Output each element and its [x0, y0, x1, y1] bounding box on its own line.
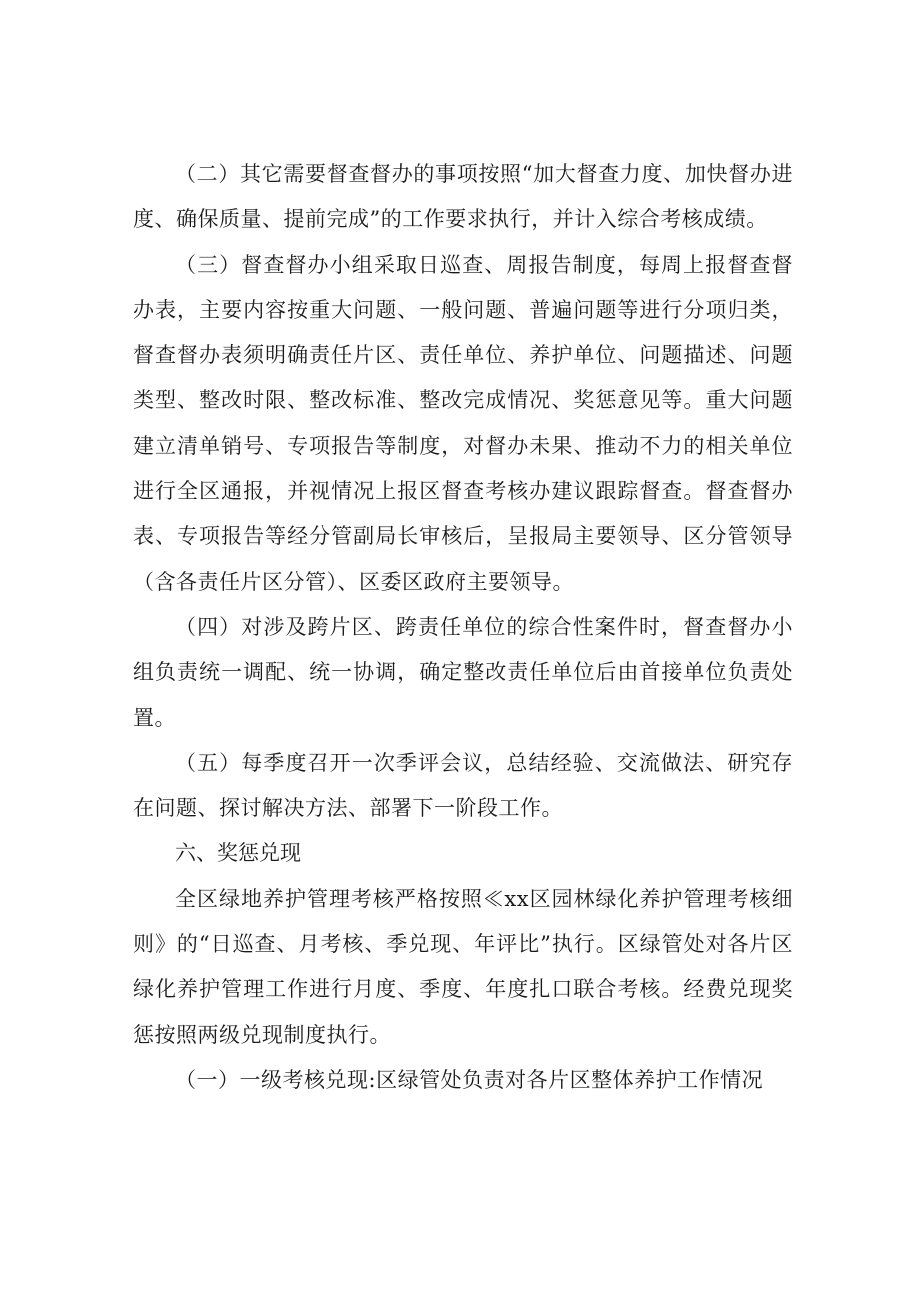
paragraph-3: （三）督查督办小组采取日巡查、周报告制度，每周上报督查督办表，主要内容按重大问题、一般问题、普遍问题等进行分项归类，督查督办表须明确责任片区、责任单位、养护单位、问题描述、问题类型、整改时限、整改标准、整改完成情况、奖惩意见等。重大问题建立清单销号、专项报告等制度，对督办未果、推动不力的相关单位进行全区通报，并视情况上报区督查考核办建议跟踪督查。督查督办表、专项报告等经分管副局长审核后，呈报局主要领导、区分管领导（含各责任片区分管）、区委区政府主要领导。: [133, 252, 793, 594]
document-body: [133, 152, 793, 1103]
paragraph-level-one: （一）一级考核兑现:区绿管处负责对各片区整体养护工作情况: [175, 1067, 764, 1092]
paragraph-rewards-intro: 全区绿地养护管理考核严格按照≪xx区园林绿化养护管理考核细则》的“日巡查、月考核、季兑现、年评比”执行。区绿管处对各片区绿化养护管理工作进行月度、季度、年度扎口联合考核。经费兑现奖惩按照两级兑现制度执行。: [133, 886, 793, 1047]
paragraph-2: （二）其它需要督查督办的事项按照“加大督查力度、加快督办进度、确保质量、提前完成”的工作要求执行，并计入综合考核成绩。: [133, 162, 793, 232]
paragraph-4: （四）对涉及跨片区、跨责任单位的综合性案件时，督查督办小组负责统一调配、统一协调，确定整改责任单位后由首接单位负责处置。: [133, 614, 793, 730]
paragraph-5: （五）每季度召开一次季评会议，总结经验、交流做法、研究存在问题、探讨解决方法、部署下一阶段工作。: [133, 750, 793, 821]
section-heading-rewards: 六、奖惩兑现: [175, 841, 301, 866]
